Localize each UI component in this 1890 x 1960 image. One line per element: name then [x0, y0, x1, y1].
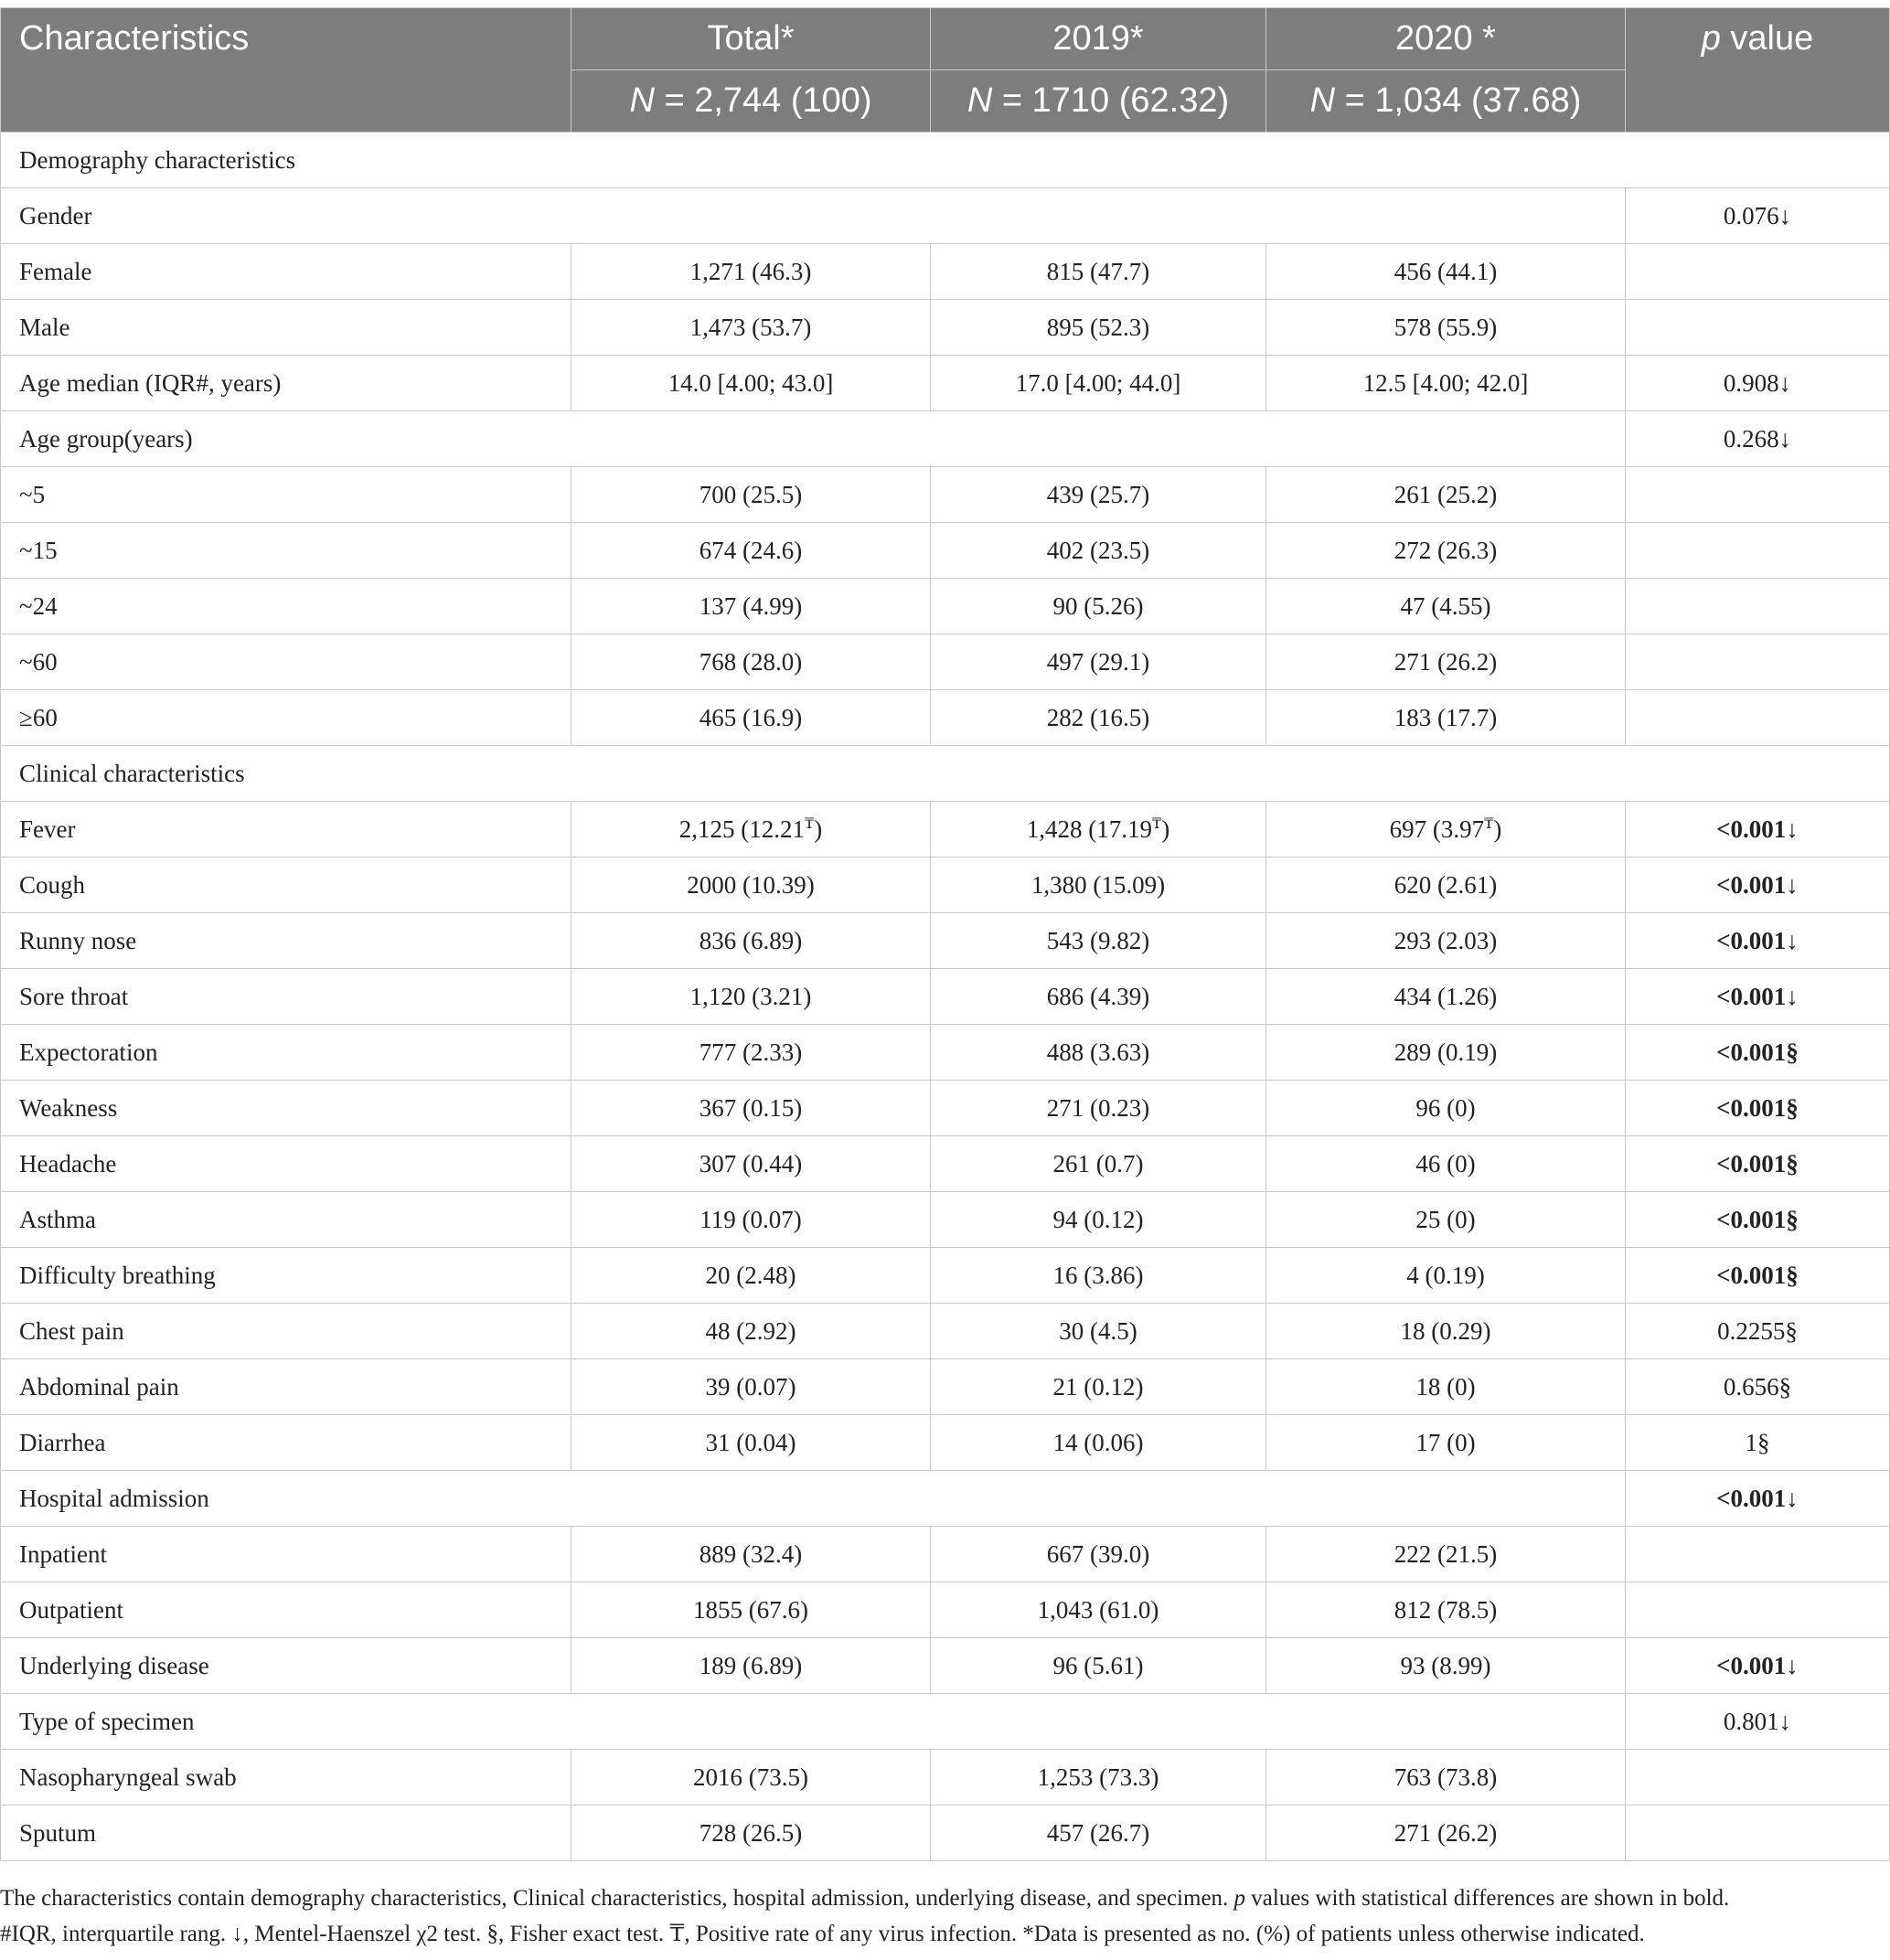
- value-cell: 728 (26.5): [571, 1806, 931, 1861]
- value-cell: 183 (17.7): [1266, 690, 1626, 746]
- table-row: [1, 356, 1890, 411]
- table-row: [1, 1527, 1890, 1582]
- table-row: [1, 1694, 1890, 1750]
- header-n-2019: N = 1710 (62.32): [931, 70, 1266, 133]
- table-row: [1, 1582, 1890, 1638]
- value-cell: 222 (21.5): [1266, 1527, 1626, 1582]
- p-value-cell: 0.268↓: [1626, 411, 1890, 467]
- table-header: [1, 8, 1890, 133]
- header-n-total: N = 2,744 (100): [571, 70, 931, 133]
- p-value-cell: <0.001↓: [1626, 913, 1890, 969]
- value-cell: 293 (2.03): [1266, 913, 1626, 969]
- value-cell: 16 (3.86): [931, 1248, 1266, 1304]
- value-cell: 261 (0.7): [931, 1136, 1266, 1192]
- table-row: [1, 1248, 1890, 1304]
- value-cell: 17 (0): [1266, 1415, 1626, 1471]
- value-cell: 1,120 (3.21): [571, 969, 931, 1025]
- table-row: [1, 1025, 1890, 1081]
- p-value-cell: [1626, 1582, 1890, 1638]
- value-cell: 96 (0): [1266, 1081, 1626, 1136]
- section-heading: Demography characteristics: [1, 133, 1890, 188]
- value-cell: 439 (25.7): [931, 467, 1266, 523]
- table-row: [1, 1081, 1890, 1136]
- row-label: Gender: [1, 188, 1626, 244]
- row-label: Sputum: [1, 1806, 571, 1861]
- row-label: Outpatient: [1, 1582, 571, 1638]
- p-value-cell: <0.001↓: [1626, 1638, 1890, 1694]
- p-value-cell: [1626, 579, 1890, 634]
- value-cell: 1,380 (15.09): [931, 858, 1266, 913]
- value-cell: 815 (47.7): [931, 244, 1266, 300]
- value-cell: 119 (0.07): [571, 1192, 931, 1248]
- p-value-cell: [1626, 1750, 1890, 1806]
- table-row: [1, 1192, 1890, 1248]
- table-row: [1, 133, 1890, 188]
- value-cell: 189 (6.89): [571, 1638, 931, 1694]
- value-cell: 1855 (67.6): [571, 1582, 931, 1638]
- table-row: [1, 1304, 1890, 1359]
- table-row: [1, 746, 1890, 802]
- row-label: Chest pain: [1, 1304, 571, 1359]
- value-cell: 1,253 (73.3): [931, 1750, 1266, 1806]
- value-cell: 271 (26.2): [1266, 634, 1626, 690]
- table-row: [1, 690, 1890, 746]
- row-label: Fever: [1, 802, 571, 858]
- p-value-cell: 0.801↓: [1626, 1694, 1890, 1750]
- footnote-line-2: #IQR, interquartile rang. ↓, Mentel-Haenszel χ2 test. §, Fisher exact test. ₸, Positive rate of any virus infection. *Data is presented as no. (%) of patients unless otherwise indicated.: [0, 1922, 1645, 1946]
- row-label: Cough: [1, 858, 571, 913]
- table-row: [1, 411, 1890, 467]
- row-label: Hospital admission: [1, 1471, 1626, 1527]
- value-cell: 271 (26.2): [1266, 1806, 1626, 1861]
- footnote-line-1: The characteristics contain demography characteristics, Clinical characteristics, hospital admission, underlying disease, and specimen. p values with statistical differences are shown in bold.: [0, 1886, 1730, 1911]
- value-cell: 272 (26.3): [1266, 523, 1626, 579]
- value-cell: 17.0 [4.00; 44.0]: [931, 356, 1266, 411]
- value-cell: 48 (2.92): [571, 1304, 931, 1359]
- p-value-cell: [1626, 1527, 1890, 1582]
- value-cell: 12.5 [4.00; 42.0]: [1266, 356, 1626, 411]
- p-value-cell: [1626, 690, 1890, 746]
- row-label: Nasopharyngeal swab: [1, 1750, 571, 1806]
- value-cell: 1,473 (53.7): [571, 300, 931, 356]
- row-label: ~60: [1, 634, 571, 690]
- row-label: Runny nose: [1, 913, 571, 969]
- value-cell: 488 (3.63): [931, 1025, 1266, 1081]
- value-cell: 25 (0): [1266, 1192, 1626, 1248]
- value-cell: 289 (0.19): [1266, 1025, 1626, 1081]
- row-label: Expectoration: [1, 1025, 571, 1081]
- table-row: [1, 1359, 1890, 1415]
- value-cell: 39 (0.07): [571, 1359, 931, 1415]
- p-value-cell: [1626, 300, 1890, 356]
- value-cell: 457 (26.7): [931, 1806, 1266, 1861]
- value-cell: 578 (55.9): [1266, 300, 1626, 356]
- table-row: [1, 244, 1890, 300]
- table-row: [1, 579, 1890, 634]
- table-row: [1, 969, 1890, 1025]
- row-label: ~24: [1, 579, 571, 634]
- table-row: [1, 1638, 1890, 1694]
- table-row: [1, 523, 1890, 579]
- table-row: [1, 1136, 1890, 1192]
- value-cell: 697 (3.97₸): [1266, 802, 1626, 858]
- characteristics-table: [0, 7, 1890, 1861]
- p-value-cell: <0.001§: [1626, 1025, 1890, 1081]
- row-label: Male: [1, 300, 571, 356]
- p-value-cell: 1§: [1626, 1415, 1890, 1471]
- value-cell: 434 (1.26): [1266, 969, 1626, 1025]
- p-value-cell: 0.2255§: [1626, 1304, 1890, 1359]
- p-value-cell: <0.001§: [1626, 1136, 1890, 1192]
- row-label: Weakness: [1, 1081, 571, 1136]
- value-cell: 777 (2.33): [571, 1025, 931, 1081]
- table-row: [1, 1471, 1890, 1527]
- value-cell: 812 (78.5): [1266, 1582, 1626, 1638]
- header-2019: 2019*: [931, 8, 1266, 70]
- p-value-cell: <0.001↓: [1626, 1471, 1890, 1527]
- p-value-cell: <0.001§: [1626, 1248, 1890, 1304]
- row-label: Diarrhea: [1, 1415, 571, 1471]
- value-cell: 30 (4.5): [931, 1304, 1266, 1359]
- value-cell: 686 (4.39): [931, 969, 1266, 1025]
- value-cell: 93 (8.99): [1266, 1638, 1626, 1694]
- row-label: ~15: [1, 523, 571, 579]
- p-value-cell: <0.001↓: [1626, 802, 1890, 858]
- value-cell: 543 (9.82): [931, 913, 1266, 969]
- value-cell: 21 (0.12): [931, 1359, 1266, 1415]
- row-label: ≥60: [1, 690, 571, 746]
- value-cell: 14.0 [4.00; 43.0]: [571, 356, 931, 411]
- value-cell: 31 (0.04): [571, 1415, 931, 1471]
- p-value-cell: [1626, 467, 1890, 523]
- footnote-mark: ₸: [1484, 816, 1494, 832]
- value-cell: 4 (0.19): [1266, 1248, 1626, 1304]
- value-cell: 307 (0.44): [571, 1136, 931, 1192]
- section-heading: Clinical characteristics: [1, 746, 1890, 802]
- table-row: [1, 1415, 1890, 1471]
- row-label: Type of specimen: [1, 1694, 1626, 1750]
- table-row: [1, 467, 1890, 523]
- value-cell: 261 (25.2): [1266, 467, 1626, 523]
- value-cell: 14 (0.06): [931, 1415, 1266, 1471]
- table-row: [1, 188, 1890, 244]
- table-row: [1, 802, 1890, 858]
- row-label: Headache: [1, 1136, 571, 1192]
- p-value-cell: 0.908↓: [1626, 356, 1890, 411]
- p-value-cell: 0.656§: [1626, 1359, 1890, 1415]
- row-label: Asthma: [1, 1192, 571, 1248]
- footnote-mark: ₸: [1152, 816, 1162, 832]
- value-cell: 271 (0.23): [931, 1081, 1266, 1136]
- p-value-cell: <0.001↓: [1626, 858, 1890, 913]
- value-cell: 674 (24.6): [571, 523, 931, 579]
- row-label: Inpatient: [1, 1527, 571, 1582]
- row-label: Underlying disease: [1, 1638, 571, 1694]
- footnote-mark: ₸: [805, 816, 815, 832]
- header-p-value: p value: [1626, 8, 1890, 133]
- value-cell: 96 (5.61): [931, 1638, 1266, 1694]
- row-label: Female: [1, 244, 571, 300]
- value-cell: 94 (0.12): [931, 1192, 1266, 1248]
- header-2020: 2020 *: [1266, 8, 1626, 70]
- value-cell: 465 (16.9): [571, 690, 931, 746]
- row-label: ~5: [1, 467, 571, 523]
- value-cell: 456 (44.1): [1266, 244, 1626, 300]
- row-label: Sore throat: [1, 969, 571, 1025]
- value-cell: 282 (16.5): [931, 690, 1266, 746]
- table-row: [1, 913, 1890, 969]
- value-cell: 620 (2.61): [1266, 858, 1626, 913]
- row-label: Abdominal pain: [1, 1359, 571, 1415]
- value-cell: 367 (0.15): [571, 1081, 931, 1136]
- header-n-2020: N = 1,034 (37.68): [1266, 70, 1626, 133]
- table-row: [1, 1806, 1890, 1861]
- p-value-cell: [1626, 523, 1890, 579]
- row-label: Age group(years): [1, 411, 1626, 467]
- value-cell: 1,043 (61.0): [931, 1582, 1266, 1638]
- value-cell: 18 (0): [1266, 1359, 1626, 1415]
- value-cell: 763 (73.8): [1266, 1750, 1626, 1806]
- value-cell: 90 (5.26): [931, 579, 1266, 634]
- value-cell: 1,428 (17.19₸): [931, 802, 1266, 858]
- p-value-cell: <0.001↓: [1626, 969, 1890, 1025]
- row-label: Age median (IQR#, years): [1, 356, 571, 411]
- value-cell: 47 (4.55): [1266, 579, 1626, 634]
- value-cell: 700 (25.5): [571, 467, 931, 523]
- value-cell: 2016 (73.5): [571, 1750, 931, 1806]
- value-cell: 46 (0): [1266, 1136, 1626, 1192]
- table-body: [1, 133, 1890, 1861]
- table-row: [1, 1750, 1890, 1806]
- value-cell: 895 (52.3): [931, 300, 1266, 356]
- value-cell: 402 (23.5): [931, 523, 1266, 579]
- table-row: [1, 858, 1890, 913]
- p-value-cell: [1626, 1806, 1890, 1861]
- value-cell: 18 (0.29): [1266, 1304, 1626, 1359]
- value-cell: 889 (32.4): [571, 1527, 931, 1582]
- row-label: Difficulty breathing: [1, 1248, 571, 1304]
- p-value-cell: [1626, 244, 1890, 300]
- value-cell: 2,125 (12.21₸): [571, 802, 931, 858]
- header-total: Total*: [571, 8, 931, 70]
- value-cell: 137 (4.99): [571, 579, 931, 634]
- p-value-cell: <0.001§: [1626, 1081, 1890, 1136]
- p-value-cell: 0.076↓: [1626, 188, 1890, 244]
- value-cell: 20 (2.48): [571, 1248, 931, 1304]
- p-value-cell: <0.001§: [1626, 1192, 1890, 1248]
- p-value-cell: [1626, 634, 1890, 690]
- value-cell: 667 (39.0): [931, 1527, 1266, 1582]
- value-cell: 1,271 (46.3): [571, 244, 931, 300]
- value-cell: 497 (29.1): [931, 634, 1266, 690]
- value-cell: 836 (6.89): [571, 913, 931, 969]
- value-cell: 2000 (10.39): [571, 858, 931, 913]
- header-characteristics: Characteristics: [1, 8, 571, 133]
- value-cell: 768 (28.0): [571, 634, 931, 690]
- table-row: [1, 300, 1890, 356]
- table-row: [1, 634, 1890, 690]
